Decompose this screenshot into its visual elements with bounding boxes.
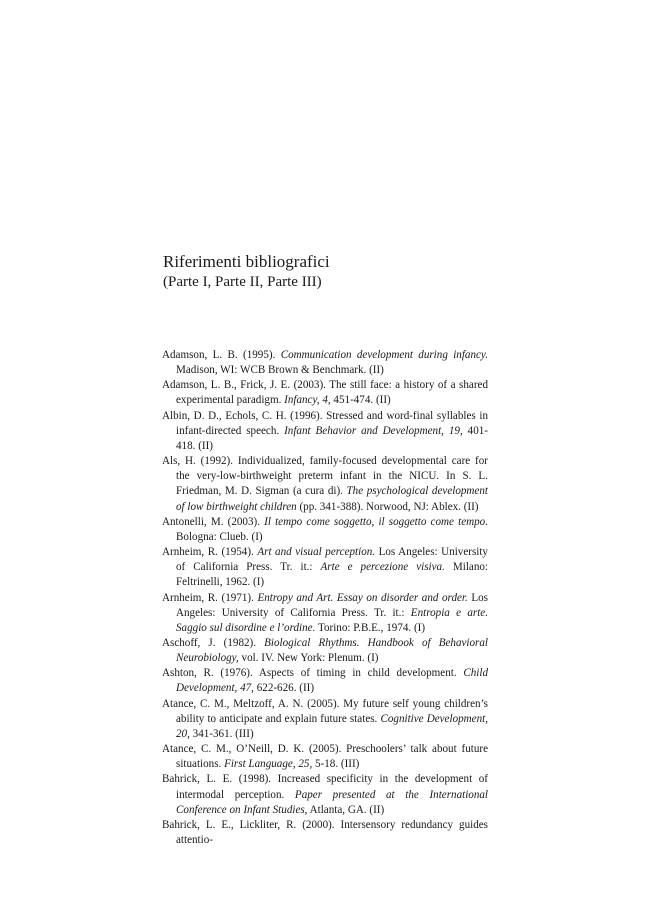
- reference-entry: [162, 348, 488, 378]
- ref-title: Arte e percezione visiva.: [320, 561, 445, 574]
- section-title: Riferimenti bibliografici: [163, 252, 330, 271]
- section-subtitle: (Parte I, Parte II, Parte III): [163, 274, 322, 290]
- ref-text: Bahrick, L. E. (1998). Increased specificity in the development of intermodal perception.: [162, 773, 488, 801]
- reference-entry: [162, 454, 488, 515]
- ref-text: Ashton, R. (1976). Aspects of timing in child development.: [162, 667, 464, 680]
- ref-text: Torino: P.B.E., 1974. (I): [315, 621, 426, 634]
- ref-text: Adamson, L. B., Frick, J. E. (2003). The still face: a history of a shared experimental paradigm.: [162, 379, 488, 407]
- ref-text: Atance, C. M., Meltzoff, A. N. (2005). My future self young children’s ability to anticipate and explain future states.: [162, 697, 488, 725]
- ref-text: Los Angeles: University of California Press. Tr. it.:: [176, 546, 488, 574]
- ref-title: Entropy and Art. Essay on disorder and order.: [257, 591, 468, 604]
- ref-text: Als, H. (1992). Individualized, family-focused developmental care for the very-low-birthweight preterm infant in the NICU. In S. L. Friedman, M. D. Sigman (a cura di).: [162, 455, 488, 498]
- ref-title: Art and visual perception.: [257, 546, 376, 559]
- ref-title: Il tempo come soggetto, il soggetto come tempo.: [264, 515, 488, 528]
- reference-entry: [162, 742, 488, 772]
- ref-text: Milano: Feltrinelli, 1962. (I): [176, 561, 488, 589]
- ref-title: Paper presented at the International Conference on Infant Studies,: [176, 788, 488, 816]
- reference-entry: [162, 515, 488, 545]
- ref-title: Infant Behavior and Development, 19,: [284, 424, 463, 437]
- reference-entry: [162, 545, 488, 590]
- reference-entry: [162, 697, 488, 742]
- reference-entry: [162, 666, 488, 696]
- ref-title: Child Development, 47,: [176, 667, 488, 695]
- ref-text: Bahrick, L. E., Lickliter, R. (2000). Intersensory redundancy guides attentio-: [162, 818, 488, 846]
- ref-text: Madison, WI: WCB Brown & Benchmark. (II): [176, 364, 384, 377]
- ref-text: Atance, C. M., O’Neill, D. K. (2005). Preschoolers’ talk about future situations.: [162, 743, 488, 771]
- ref-text: 622-626. (II): [253, 682, 315, 695]
- ref-text: Atlanta, GA. (II): [307, 803, 385, 816]
- reference-entry: [162, 409, 488, 454]
- ref-title: Cognitive Development, 20,: [176, 712, 488, 740]
- ref-text: Arnheim, R. (1954).: [162, 546, 258, 559]
- ref-text: Los Angeles: University of California Press. Tr. it.:: [176, 591, 488, 619]
- ref-text: Adamson, L. B. (1995).: [162, 349, 281, 361]
- ref-title: Communication development during infancy.: [280, 349, 489, 361]
- ref-title: Infancy, 4,: [284, 394, 331, 407]
- ref-text: 401-418. (II): [176, 424, 488, 452]
- ref-text: Albin, D. D., Echols, C. H. (1996). Stressed and word-final syllables in infant-directed speech.: [162, 409, 488, 437]
- ref-text: 5-18. (III): [312, 758, 360, 771]
- ref-title: Entropia e arte. Saggio sul disordine e l’ordine.: [176, 606, 488, 634]
- reference-list: [162, 348, 488, 848]
- reference-entry: [162, 378, 488, 408]
- ref-text: Bologna: Clueb. (I): [176, 530, 263, 543]
- reference-entry: [162, 636, 488, 666]
- ref-text: Arnheim, R. (1971).: [162, 591, 258, 604]
- ref-text: Antonelli, M. (2003).: [162, 515, 265, 528]
- reference-entry: [162, 818, 488, 848]
- ref-text: (pp. 341-388). Norwood, NJ: Ablex. (II): [296, 500, 479, 513]
- ref-title: Biological Rhythms. Handbook of Behavioral Neurobiology,: [176, 636, 488, 665]
- ref-title: First Language, 25,: [224, 758, 313, 771]
- ref-text: 341-361. (III): [189, 727, 254, 740]
- reference-entry: [162, 591, 488, 636]
- ref-text: vol. IV. New York: Plenum. (I): [238, 652, 379, 665]
- ref-title: The psychological development of low birthweight children: [176, 485, 488, 513]
- reference-entry: [162, 772, 488, 817]
- ref-text: 451-474. (II): [330, 394, 391, 407]
- section-heading: [163, 252, 493, 292]
- ref-text: Aschoff, J. (1982).: [162, 636, 265, 649]
